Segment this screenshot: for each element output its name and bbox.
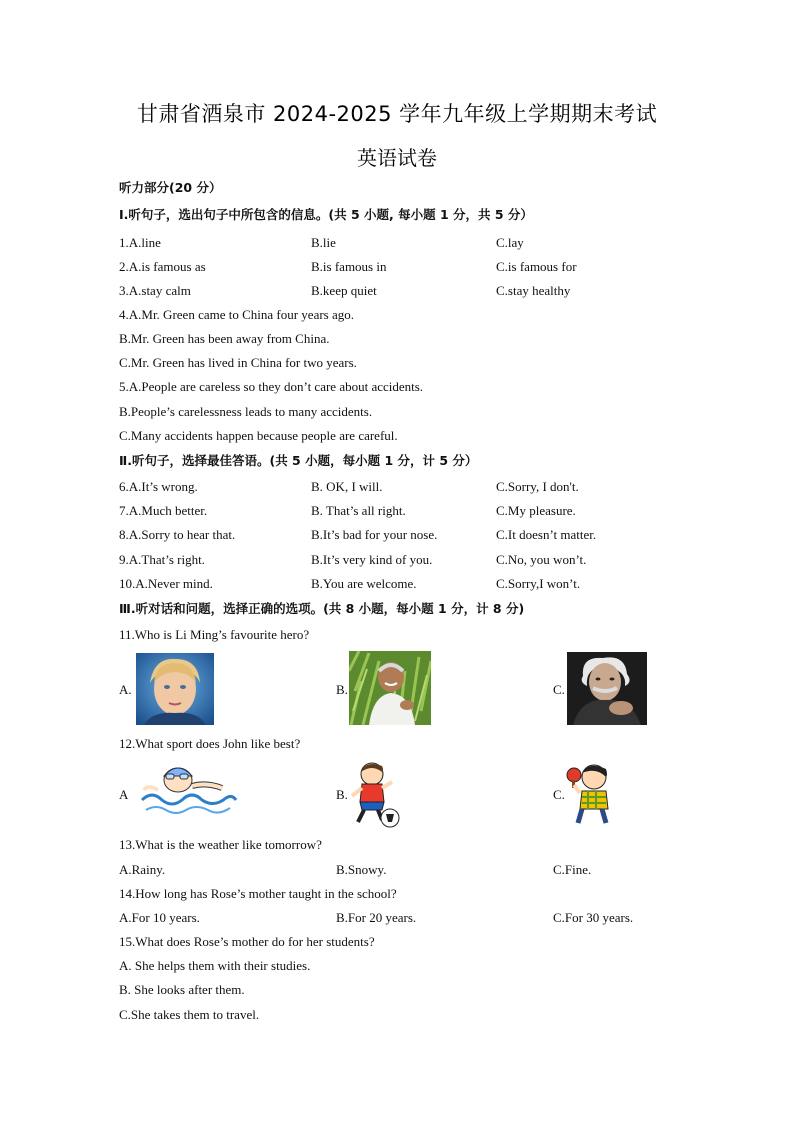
question-row-8 [0, 527, 794, 543]
option-a: 3.A.stay calm [119, 283, 191, 298]
option-a: 2.A.is famous as [119, 259, 206, 274]
option-b: B.lie [311, 235, 336, 250]
q11-label-a: A. [119, 682, 132, 697]
portrait-image-a [136, 653, 214, 725]
q12-stem: 12.What sport does John like best? [119, 736, 301, 751]
q11-label-c: C. [553, 682, 565, 697]
q15-option-c: C.She takes them to travel. [119, 1007, 260, 1022]
q15-stem: 15.What does Rose’s mother do for her students? [119, 934, 375, 949]
option-b: B. That’s all right. [311, 503, 406, 518]
question-row-13 [0, 862, 794, 878]
q12-label-c: C. [553, 787, 565, 802]
question-row-10 [0, 576, 794, 592]
option-c: C.My pleasure. [496, 503, 576, 518]
option-a: 8.A.Sorry to hear that. [119, 527, 236, 542]
section2-heading: Ⅱ.听句子，选择最佳答语。(共 5 小题，每小题 1 分，计 5 分） [119, 453, 478, 468]
question-row-6 [0, 479, 794, 495]
q4-option-b: B.Mr. Green has been away from China. [119, 331, 330, 346]
option-b: B.It’s very kind of you. [311, 552, 433, 567]
option-a: A.Rainy. [119, 862, 166, 877]
q12-label-b: B. [336, 787, 348, 802]
option-b: B.Snowy. [336, 862, 387, 877]
option-a: 10.A.Never mind. [119, 576, 213, 591]
option-a: A.For 10 years. [119, 910, 200, 925]
q15-option-a: A. She helps them with their studies. [119, 958, 311, 973]
option-c: C.lay [496, 235, 524, 250]
option-c: C.For 30 years. [553, 910, 634, 925]
q11-stem: 11.Who is Li Ming’s favourite hero? [119, 627, 310, 642]
option-b: B.keep quiet [311, 283, 377, 298]
option-b: B. OK, I will. [311, 479, 383, 494]
option-c: C.Fine. [553, 862, 592, 877]
q11-label-b: B. [336, 682, 348, 697]
option-c: C.Sorry,I won’t. [496, 576, 581, 591]
page-title: 甘肃省酒泉市 2024-2025 学年九年级上学期期末考试 [136, 102, 658, 126]
page-subtitle: 英语试卷 [357, 146, 437, 170]
option-a: 7.A.Much better. [119, 503, 208, 518]
q12-label-a: A [119, 787, 129, 802]
option-c: C.Sorry, I don't. [496, 479, 579, 494]
portrait-image-c [567, 652, 647, 725]
option-b: B.It’s bad for your nose. [311, 527, 438, 542]
option-c: C.It doesn’t matter. [496, 527, 597, 542]
option-b: B.For 20 years. [336, 910, 417, 925]
option-c: C.No, you won’t. [496, 552, 587, 567]
option-a: 6.A.It’s wrong. [119, 479, 198, 494]
option-a: 9.A.That’s right. [119, 552, 205, 567]
question-row-1 [0, 235, 794, 251]
q4-option-a: 4.A.Mr. Green came to China four years ago. [119, 307, 355, 322]
q4-option-c: C.Mr. Green has lived in China for two years. [119, 355, 357, 370]
section1-heading: I.听句子，选出句子中所包含的信息。(共 5 小题, 每小题 1 分，共 5 分） [119, 207, 533, 222]
portrait-image-b [349, 651, 431, 725]
q5-option-a: 5.A.People are careless so they don’t care about accidents. [119, 379, 424, 394]
q14-stem: 14.How long has Rose’s mother taught in the school? [119, 886, 397, 901]
q13-stem: 13.What is the weather like tomorrow? [119, 837, 322, 852]
part-heading: 听力部分(20 分） [119, 180, 222, 195]
option-c: C.stay healthy [496, 283, 571, 298]
option-b: B.You are welcome. [311, 576, 417, 591]
question-row-2 [0, 259, 794, 275]
swimmer-image [138, 760, 238, 820]
question-row-14 [0, 910, 794, 926]
question-row-9 [0, 552, 794, 568]
q5-option-c: C.Many accidents happen because people are careful. [119, 428, 398, 443]
table-tennis-player-image [566, 761, 614, 827]
question-row-3 [0, 283, 794, 299]
option-b: B.is famous in [311, 259, 387, 274]
question-row-7 [0, 503, 794, 519]
soccer-player-image [348, 760, 402, 828]
q5-option-b: B.People’s carelessness leads to many accidents. [119, 404, 373, 419]
option-c: C.is famous for [496, 259, 577, 274]
section3-heading: Ⅲ.听对话和问题，选择正确的选项。(共 8 小题，每小题 1 分，计 8 分) [119, 601, 525, 616]
q15-option-b: B. She looks after them. [119, 982, 245, 997]
option-a: 1.A.line [119, 235, 161, 250]
